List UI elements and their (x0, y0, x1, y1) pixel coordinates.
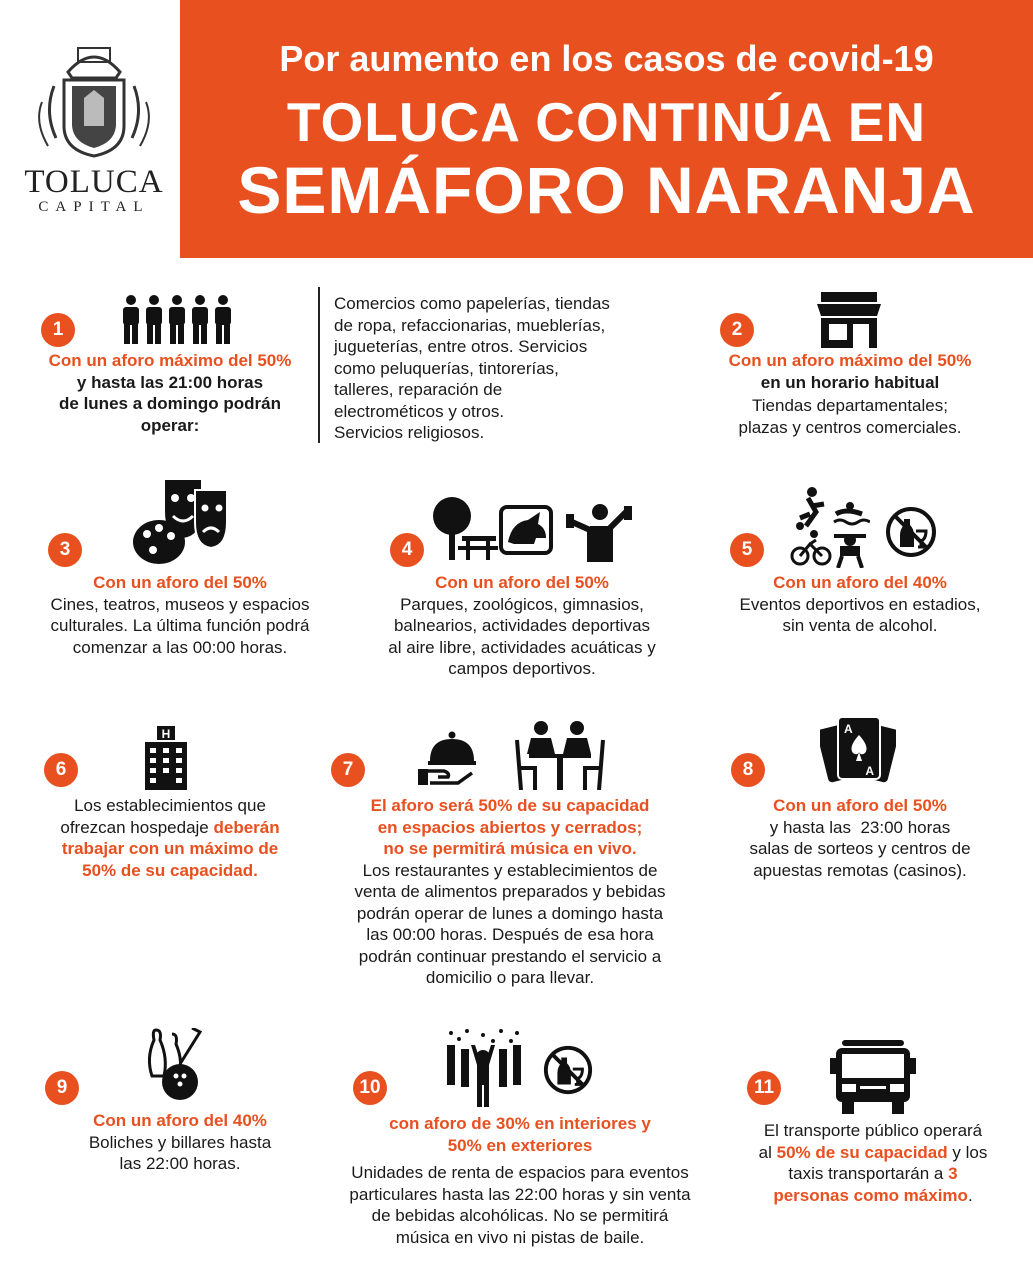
item-8-line2: y hasta las 23:00 horas (769, 817, 951, 837)
item-11-line1: El transporte público operará (763, 1121, 983, 1140)
item-11-line2c: y los (947, 1142, 988, 1162)
item-11-line3b: 3 (948, 1164, 958, 1183)
item-1-line3: de lunes a domingo podrán (59, 394, 281, 413)
bowling-icon (142, 1028, 204, 1102)
item-11-line4b: . (967, 1185, 973, 1205)
item-1-text (20, 350, 320, 436)
detail-line: como peluquerías, tintorerías, (334, 358, 559, 378)
item-1-line4: operar: (140, 415, 200, 435)
toluca-logo (18, 42, 170, 217)
item-10-line2: 50% en exteriores (447, 1135, 593, 1155)
people-icon (120, 294, 238, 346)
item-10-body-line: música en vivo ni pistas de baile. (395, 1227, 645, 1247)
item-3-line2: Cines, teatros, museos y espacios (50, 594, 310, 614)
item-number-11: 11 (747, 1071, 781, 1105)
item-number-4: 4 (390, 533, 424, 567)
bus-icon (830, 1036, 916, 1114)
item-2-aforo: Con un aforo máximo del 50% (728, 351, 972, 370)
food-service-icon (418, 731, 476, 785)
detail-line: de ropa, refaccionarias, mueblerías, (334, 315, 606, 335)
item-7-body-line: podrán operar de lunes a domingo hasta (356, 903, 664, 923)
item-9-aforo: Con un aforo del 40% (93, 1111, 267, 1130)
detail-line: jugueterías, entre otros. Servicios (334, 337, 588, 356)
item-9-text (20, 1110, 340, 1175)
item-11-line4a: personas como máximo (773, 1185, 968, 1205)
no-alcohol-icon (884, 505, 938, 559)
item-number-10: 10 (353, 1071, 387, 1105)
item-3-text (20, 572, 340, 658)
svg-text:A: A (865, 764, 874, 778)
store-icon (817, 292, 881, 348)
item-2-line2: en un horario habitual (760, 372, 940, 392)
logo-name: TOLUCA (24, 164, 164, 200)
sports-icon (790, 486, 870, 568)
theater-masks-icon (133, 476, 229, 566)
item-11-line2b: 50% de su capacidad (776, 1142, 948, 1162)
item-1-line2: y hasta las 21:00 horas (76, 372, 264, 392)
item-3-line3: culturales. La última función podrá (50, 616, 310, 635)
item-10-body-line: de bebidas alcohólicas. No se permitirá (371, 1206, 669, 1225)
item-7-line2: en espacios abiertos y cerrados; (377, 817, 643, 837)
no-alcohol-icon (542, 1044, 594, 1096)
item-10-line1: con aforo de 30% en interiores y (389, 1114, 651, 1133)
item-2-line4: plazas y centros comerciales. (738, 417, 962, 437)
svg-text:H: H (161, 727, 171, 741)
item-5-line3: sin venta de alcohol. (782, 616, 938, 635)
detail-line: Comercios como papelerías, tiendas (334, 294, 610, 313)
item-6-line2b: deberán (213, 817, 280, 837)
item-5-aforo: Con un aforo del 40% (773, 573, 947, 592)
item-1-detail (334, 293, 664, 444)
item-6-text (20, 795, 320, 881)
item-4-line5: campos deportivos. (448, 659, 596, 678)
item-1-divider (318, 287, 320, 443)
item-9-line3: las 22:00 horas. (119, 1154, 241, 1173)
item-10-body-line: Unidades de renta de espacios para eventos (351, 1163, 689, 1182)
item-3-line4: comenzar a las 00:00 horas. (72, 637, 288, 657)
item-4-aforo: Con un aforo del 50% (435, 573, 609, 592)
item-7-body-line: Los restaurantes y establecimientos de (362, 860, 658, 880)
playing-cards-icon (820, 713, 896, 783)
item-2-line3: Tiendas departamentales; (752, 396, 948, 415)
item-8-line3: salas de sorteos y centros de (749, 839, 971, 858)
item-7-body-line: domicilio o para llevar. (425, 968, 595, 987)
item-8-aforo: Con un aforo del 50% (773, 796, 947, 815)
item-11-text (728, 1120, 1018, 1206)
item-number-6: 6 (44, 753, 78, 787)
item-4-line2: Parques, zoológicos, gimnasios, (400, 594, 644, 614)
item-7-line3: no se permitirá música en vivo. (383, 839, 637, 858)
logo-subtitle: CAPITAL (38, 199, 150, 215)
detail-line: talleres, reparación de (334, 380, 503, 399)
item-7-body-line: venta de alimentos preparados y bebidas (354, 882, 666, 901)
item-11-line2a: al (758, 1142, 777, 1162)
item-7-line1: El aforo será 50% de su capacidad (370, 796, 650, 815)
header-banner (180, 0, 1033, 258)
header-title-line2: SEMÁFORO NARANJA (237, 153, 976, 227)
item-6-line2a: ofrezcan hospedaje (60, 817, 214, 837)
item-6-line4: 50% de su capacidad. (82, 860, 258, 880)
item-11-line3a: taxis transportarán a (788, 1164, 949, 1183)
svg-text:A: A (844, 722, 853, 736)
header-subtitle: Por aumento en los casos de covid-19 (279, 38, 934, 79)
item-10-body-line: particulares hasta las 22:00 horas y sin venta (349, 1184, 691, 1204)
item-number-5: 5 (730, 533, 764, 567)
item-4-line3: balnearios, actividades deportivas (393, 616, 651, 635)
item-number-2: 2 (720, 313, 754, 347)
item-5-text (700, 572, 1020, 637)
detail-line: electrométicos y otros. (334, 401, 505, 421)
item-9-line2: Boliches y billares hasta (88, 1132, 272, 1152)
weightlifter-icon (564, 500, 634, 562)
item-5-line2: Eventos deportivos en estadios, (739, 594, 981, 614)
party-crowd-icon (443, 1027, 525, 1109)
item-10-text (325, 1113, 715, 1248)
item-1-aforo: Con un aforo máximo del 50% (48, 351, 292, 370)
dining-people-icon (513, 720, 607, 790)
item-6-line1: Los establecimientos que (74, 796, 266, 815)
item-number-3: 3 (48, 533, 82, 567)
item-6-line3: trabajar con un máximo de (61, 839, 279, 858)
item-4-text (352, 572, 692, 680)
item-7-text (320, 795, 700, 989)
hotel-icon (143, 726, 189, 790)
item-3-aforo: Con un aforo del 50% (93, 573, 267, 592)
item-number-9: 9 (45, 1071, 79, 1105)
item-4-line4: al aire libre, actividades acuáticas y (388, 637, 656, 657)
item-8-text (700, 795, 1020, 881)
item-7-body-line: las 00:00 horas. Después de esa hora (366, 925, 654, 944)
item-2-text (690, 350, 1010, 438)
item-number-8: 8 (731, 753, 765, 787)
coat-of-arms-icon (18, 42, 170, 162)
header-title-line1: TOLUCA CONTINÚA EN (286, 91, 927, 153)
item-number-7: 7 (331, 753, 365, 787)
item-number-1: 1 (41, 313, 75, 347)
item-7-body-line: podrán continuar prestando el servicio a (358, 946, 662, 966)
detail-line: Servicios religiosos. (334, 423, 485, 442)
item-8-line4: apuestas remotas (casinos). (753, 860, 967, 880)
rhino-icon (498, 504, 554, 556)
park-icon (432, 496, 500, 562)
